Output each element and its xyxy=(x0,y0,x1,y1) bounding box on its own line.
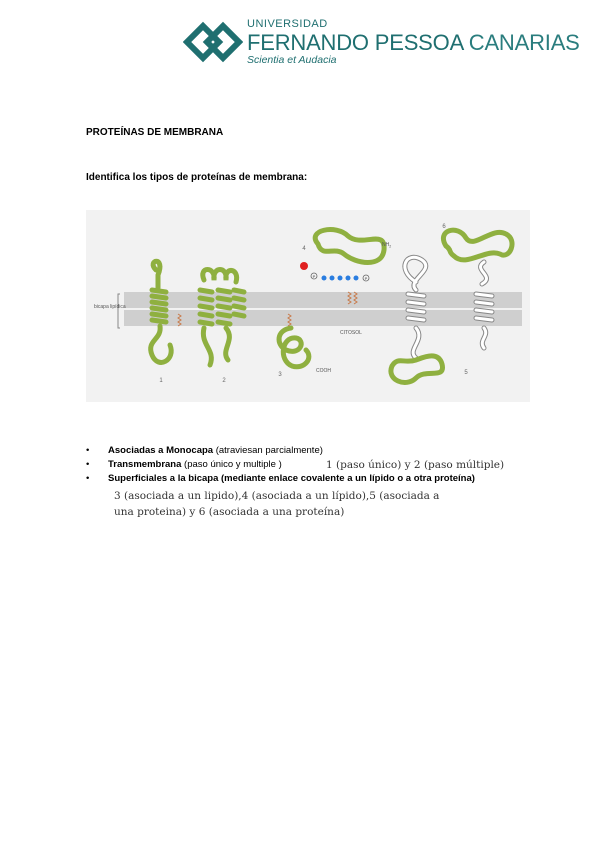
protein-4-lipid-anchored xyxy=(300,230,384,281)
nh2-label: $NH_2$ xyxy=(382,242,392,249)
section-title: PROTEÍNAS DE MEMBRANA xyxy=(86,127,224,138)
answer-2-term: Transmembrana xyxy=(108,459,182,470)
protein-number-5: 5 xyxy=(464,370,468,376)
university-motto: Scientia et Audacia xyxy=(247,54,337,66)
university-logo-icon xyxy=(183,18,243,66)
answer-1-term: Asociadas a Monocapa xyxy=(108,445,214,456)
cytosol-label: CITOSOL xyxy=(340,330,362,336)
protein-number-3: 3 xyxy=(278,372,282,378)
university-line1: UNIVERSIDAD xyxy=(247,18,328,30)
handwritten-answer-superficiales: 3 (asociada a un lipido),4 (asociada a un lípido),5 (asociada a una proteina) y 6 (asociada a una proteína) xyxy=(114,490,440,518)
handwritten-answer-transmembrana: 1 (paso único) y 2 (paso múltiple) xyxy=(326,459,505,471)
membrane-diagram xyxy=(86,210,530,402)
bilayer-inner-leaflet xyxy=(124,310,522,326)
answer-2-desc: (paso único y multiple ) xyxy=(181,459,282,470)
membrane-proteins-figure xyxy=(86,210,530,402)
svg-text:P: P xyxy=(312,274,316,279)
svg-text:P: P xyxy=(364,276,368,281)
list-item xyxy=(86,472,556,486)
answer-1-desc: (atraviesan parcialmente) xyxy=(213,445,323,456)
university-name xyxy=(247,30,580,56)
protein-number-2: 2 xyxy=(222,378,226,384)
bilayer-outer-leaflet xyxy=(124,292,522,308)
protein-number-6: 6 xyxy=(442,224,446,230)
list-item xyxy=(86,444,556,458)
question-prompt: Identifica los tipos de proteínas de membrana: xyxy=(86,172,308,183)
protein-number-4: 4 xyxy=(302,246,306,252)
answer-3-desc: mediante enlace covalente a un lípido o a otra proteína) xyxy=(224,473,475,484)
university-header xyxy=(183,14,580,70)
protein-3-lipid-anchored xyxy=(279,328,309,367)
university-name-suffix: CANARIAS xyxy=(468,30,580,55)
cooh-label: COOH xyxy=(316,368,331,374)
protein-number-1: 1 xyxy=(159,378,163,384)
university-name-main: FERNANDO PESSOA xyxy=(247,30,463,55)
bilayer-label: bicapa lipídica xyxy=(94,304,126,310)
protein-6-protein-associated xyxy=(443,230,512,348)
answer-3-term: Superficiales a la bicapa ( xyxy=(108,473,225,484)
